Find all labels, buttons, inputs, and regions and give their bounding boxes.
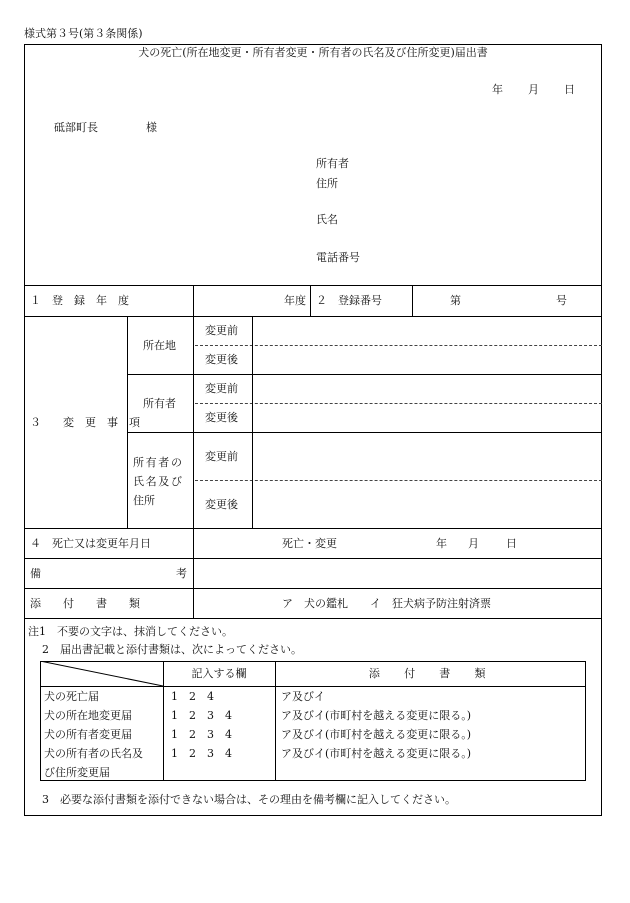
col-divider	[193, 285, 194, 316]
notes-row-type: 犬の所有者の氏名及	[44, 747, 143, 760]
row-divider	[24, 316, 602, 317]
after-label: 変更後	[205, 353, 238, 366]
before-label: 変更前	[205, 324, 238, 337]
notes-row-fields: 1 2 3 4	[171, 709, 232, 722]
attachments-label: 添 付 書 類	[30, 597, 146, 610]
date-day-label: 日	[564, 83, 575, 96]
change-items-label: ３ 変 更 事 項	[30, 416, 140, 429]
registration-number-label: ２ 登録番号	[316, 294, 382, 307]
addressee: 砥部町長	[54, 121, 98, 134]
notes-table-header-divider	[40, 686, 586, 687]
number-prefix: 第	[450, 294, 461, 307]
row4-year: 年	[436, 537, 447, 550]
owner-change-label: 所有者	[143, 397, 176, 410]
name-label: 氏名	[316, 213, 338, 226]
owner-info-label-1: 所有者の	[133, 456, 184, 469]
row-divider	[24, 588, 602, 589]
notes-row-type: び住所変更届	[44, 766, 110, 779]
note-3: 3 必要な添付書類を添付できない場合は、その理由を備考欄に記入してください。	[42, 793, 456, 806]
col-divider	[193, 316, 194, 528]
notes-row-docs: ア及びイ	[281, 690, 325, 703]
before-label: 変更前	[205, 382, 238, 395]
after-label: 変更後	[205, 498, 238, 511]
col-divider	[193, 528, 194, 618]
notes-table-col-divider	[163, 661, 164, 781]
notes-col-docs: 添 付 書 類	[368, 667, 493, 680]
dashed-divider	[195, 403, 602, 404]
notes-row-fields: 1 2 3 4	[171, 747, 232, 760]
owner-info-label-2: 氏名及び	[133, 475, 184, 488]
before-label: 変更前	[205, 450, 238, 463]
attachments-content: ア 犬の鑑札 イ 狂犬病予防注射済票	[282, 597, 491, 610]
death-change-date-label: ４ 死亡又は変更年月日	[30, 537, 151, 550]
row-divider	[24, 558, 602, 559]
form-title: 犬の死亡(所在地変更・所有者変更・所有者の氏名及び住所変更)届出書	[138, 46, 488, 59]
row-divider	[24, 528, 602, 529]
notes-row-docs: ア及びイ(市町村を越える変更に限る。)	[281, 747, 472, 760]
notes-row-docs: ア及びイ(市町村を越える変更に限る。)	[281, 728, 472, 741]
death-change-text: 死亡・変更	[282, 537, 337, 550]
row4-day: 日	[506, 537, 517, 550]
registration-year-label: １ 登 録 年 度	[30, 294, 129, 307]
honorific: 様	[146, 121, 157, 134]
note-2: 2 届出書記載と添付書類は、次によってください。	[42, 643, 302, 656]
notes-row-fields: 1 2 4	[171, 690, 214, 703]
dashed-divider	[195, 345, 602, 346]
row-divider	[127, 374, 602, 375]
notes-row-docs: ア及びイ(市町村を越える変更に限る。)	[281, 709, 472, 722]
date-month-label: 月	[528, 83, 539, 96]
after-label: 変更後	[205, 411, 238, 424]
form-label: 様式第３号(第３条関係)	[24, 27, 143, 40]
remarks-label-left: 備	[30, 567, 41, 580]
number-suffix: 号	[556, 294, 567, 307]
remarks-label-right: 考	[176, 567, 187, 580]
fiscal-year-suffix: 年度	[284, 294, 306, 307]
location-label: 所在地	[143, 339, 176, 352]
col-divider	[252, 316, 253, 528]
notes-row-type: 犬の所在地変更届	[44, 709, 132, 722]
notes-table-col-divider	[275, 661, 276, 781]
owner-label: 所有者	[316, 157, 349, 170]
row-divider	[24, 285, 602, 286]
row-divider	[127, 432, 602, 433]
notes-row-type: 犬の所有者変更届	[44, 728, 132, 741]
col-divider	[412, 285, 413, 316]
col-divider	[310, 285, 311, 316]
address-label: 住所	[316, 177, 338, 190]
date-year-label: 年	[492, 83, 503, 96]
row-divider	[24, 618, 602, 619]
phone-label: 電話番号	[316, 251, 360, 264]
owner-info-label-3: 住所	[133, 494, 155, 507]
notes-row-type: 犬の死亡届	[44, 690, 99, 703]
row4-month: 月	[468, 537, 479, 550]
note-1: 注1 不要の文字は、抹消してください。	[28, 625, 233, 638]
diagonal-header-line	[40, 661, 163, 686]
notes-col-fields: 記入する欄	[191, 667, 247, 680]
notes-row-fields: 1 2 3 4	[171, 728, 232, 741]
dashed-divider	[195, 480, 602, 481]
